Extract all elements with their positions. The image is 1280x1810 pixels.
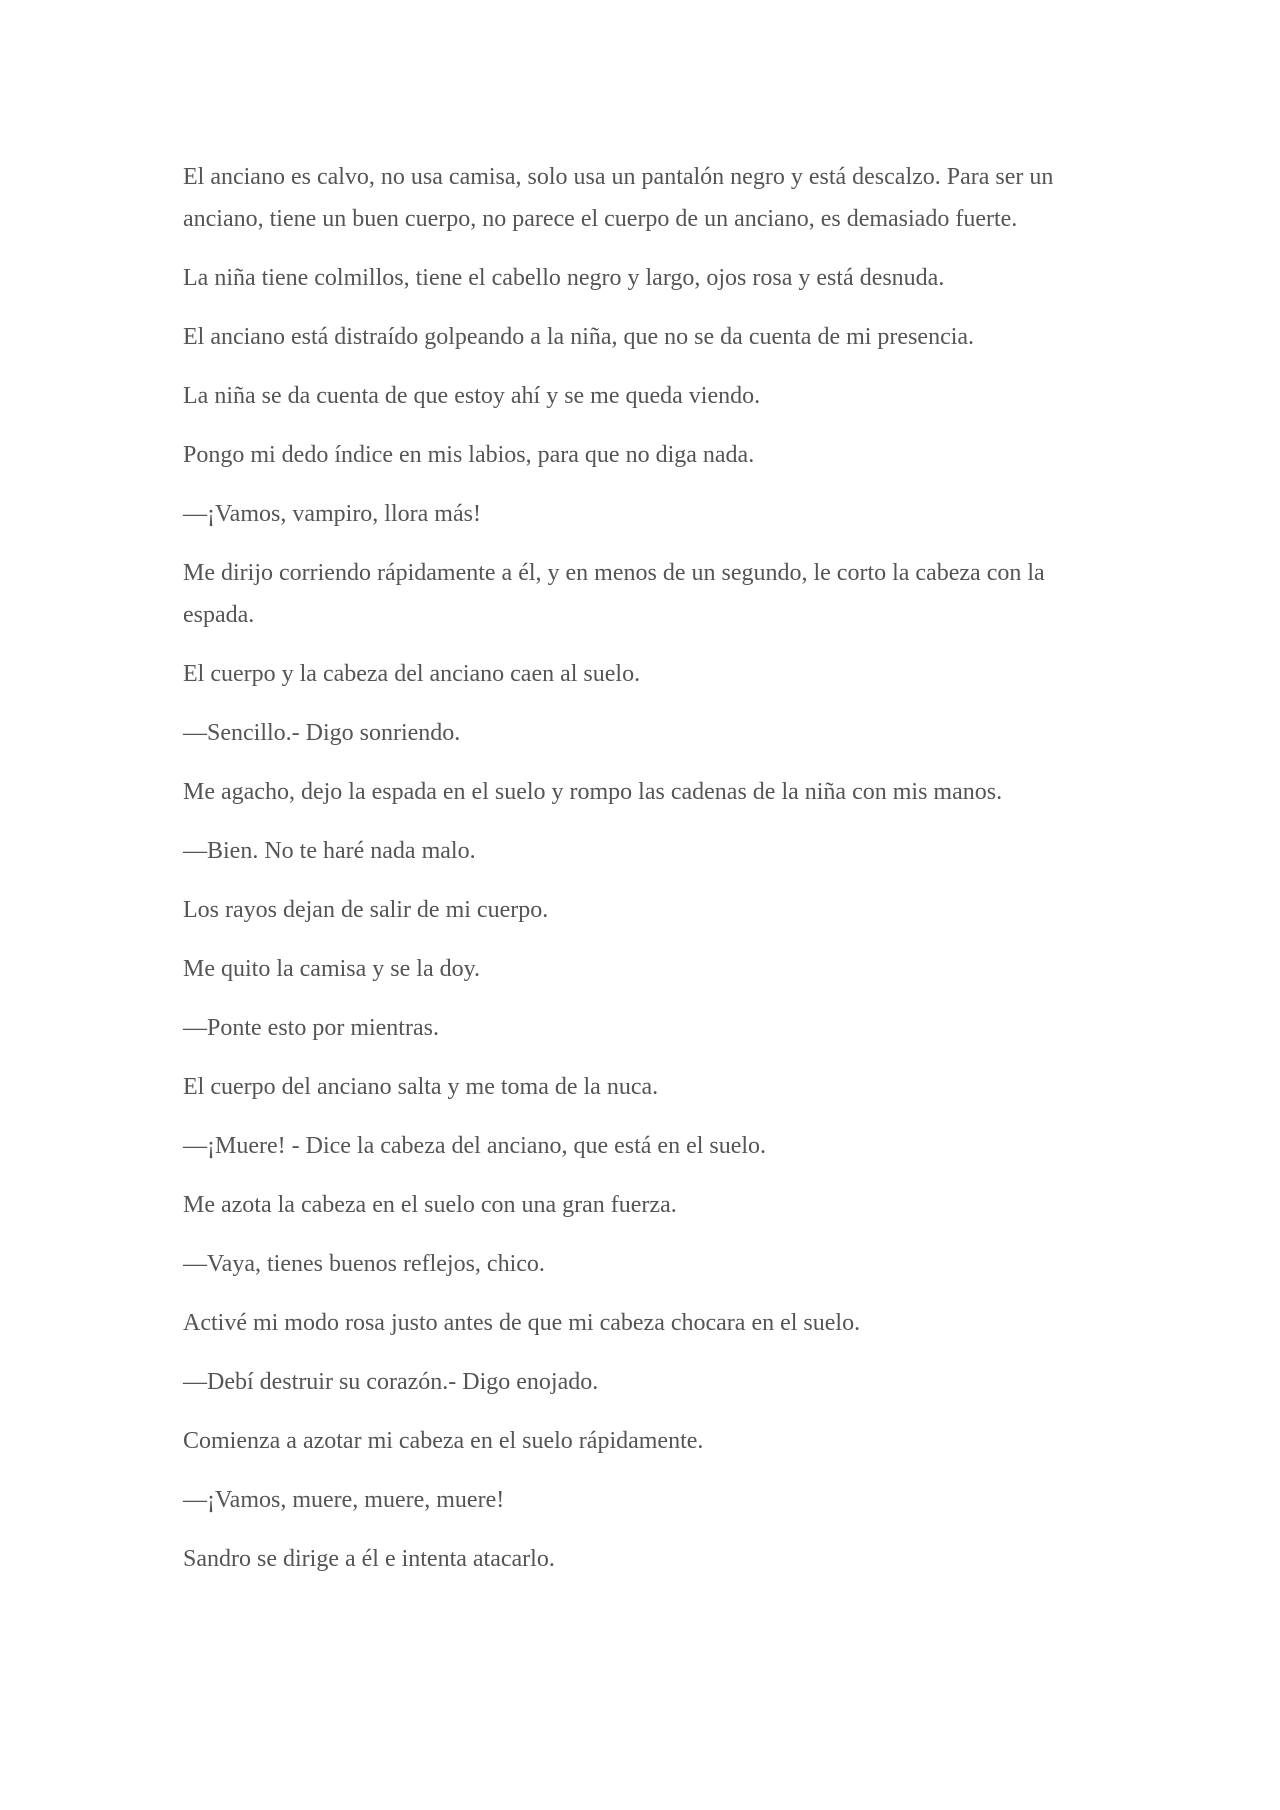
paragraph: —Ponte esto por mientras. <box>183 1015 439 1041</box>
paragraph: Pongo mi dedo índice en mis labios, para que no diga nada. <box>183 442 755 468</box>
paragraph: Me azota la cabeza en el suelo con una gran fuerza. <box>183 1192 677 1218</box>
paragraph: El anciano es calvo, no usa camisa, solo usa un pantalón negro y está descalzo. Para ser un anciano, tiene un buen cuerpo, no parece el cuerpo de un anciano, es demasiado fuerte. <box>183 164 1054 232</box>
paragraph: —¡Vamos, vampiro, llora más! <box>183 501 481 527</box>
paragraph: Me quito la camisa y se la doy. <box>183 956 481 982</box>
paragraph: —¡Vamos, muere, muere, muere! <box>183 1487 505 1513</box>
paragraph: Los rayos dejan de salir de mi cuerpo. <box>183 897 549 923</box>
paragraph: El cuerpo y la cabeza del anciano caen al suelo. <box>183 661 641 687</box>
paragraph: La niña se da cuenta de que estoy ahí y se me queda viendo. <box>183 383 761 409</box>
paragraph: Activé mi modo rosa justo antes de que mi cabeza chocara en el suelo. <box>183 1310 861 1336</box>
paragraph: —Sencillo.- Digo sonriendo. <box>183 720 461 746</box>
paragraph: Me agacho, dejo la espada en el suelo y rompo las cadenas de la niña con mis manos. <box>183 779 1003 805</box>
paragraph: Me dirijo corriendo rápidamente a él, y en menos de un segundo, le corto la cabeza con la espada. <box>183 560 1045 628</box>
paragraph: —Vaya, tienes buenos reflejos, chico. <box>183 1251 545 1277</box>
paragraph: La niña tiene colmillos, tiene el cabello negro y largo, ojos rosa y está desnuda. <box>183 265 945 291</box>
paragraph: Comienza a azotar mi cabeza en el suelo rápidamente. <box>183 1428 704 1454</box>
paragraph: El cuerpo del anciano salta y me toma de la nuca. <box>183 1074 659 1100</box>
paragraph: —Debí destruir su corazón.- Digo enojado. <box>183 1369 599 1395</box>
document-text-body <box>183 156 1103 1597</box>
paragraph: —Bien. No te haré nada malo. <box>183 838 476 864</box>
paragraph: El anciano está distraído golpeando a la niña, que no se da cuenta de mi presencia. <box>183 324 975 350</box>
paragraph: —¡Muere! - Dice la cabeza del anciano, que está en el suelo. <box>183 1133 767 1159</box>
paragraph: Sandro se dirige a él e intenta atacarlo. <box>183 1546 555 1572</box>
